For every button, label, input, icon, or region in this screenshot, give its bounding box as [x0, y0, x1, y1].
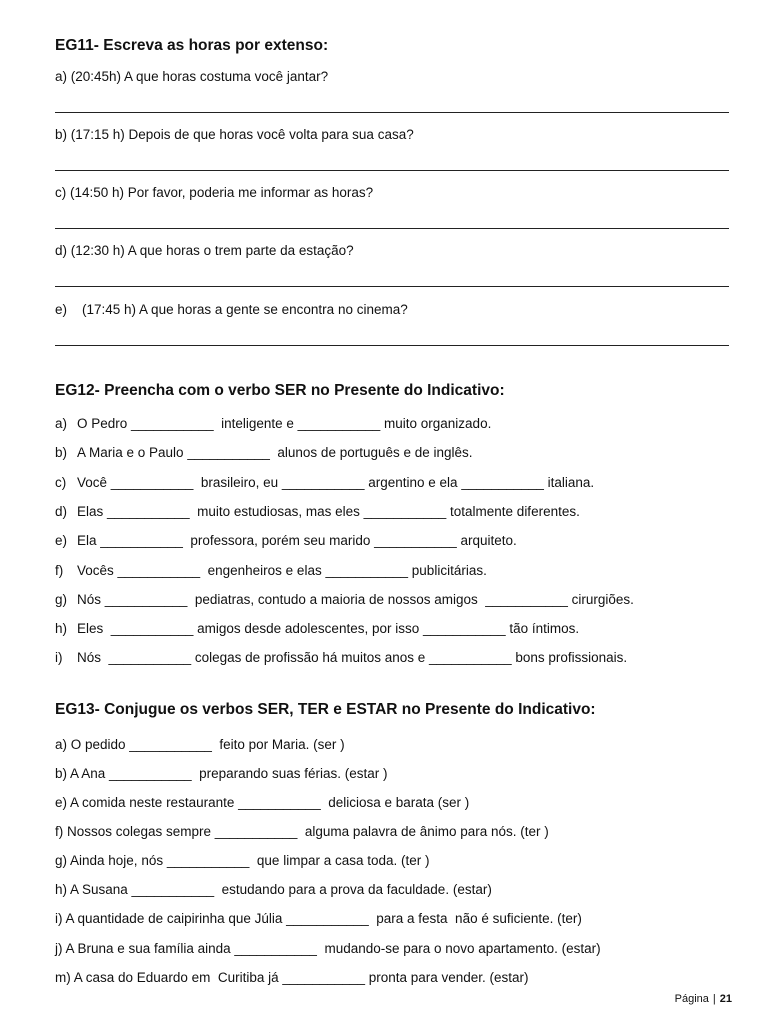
eg12-item-h	[55, 621, 579, 636]
item-text: Vocês ___________ engenheiros e elas ___________ publicitárias.	[77, 563, 487, 578]
eg12-item-e	[55, 533, 517, 548]
item-text: Ela ___________ professora, porém seu marido ___________ arquiteto.	[77, 533, 517, 548]
eg11-question-e: e) (17:45 h) A que horas a gente se encontra no cinema?	[55, 302, 408, 317]
eg13-item-h: h) A Susana ___________ estudando para a prova da faculdade. (estar)	[55, 882, 492, 897]
eg13-item-a: a) O pedido ___________ feito por Maria. (ser )	[55, 737, 345, 752]
item-text: A Maria e o Paulo ___________ alunos de português e de inglês.	[77, 445, 473, 460]
eg13-item-b: b) A Ana ___________ preparando suas férias. (estar )	[55, 766, 388, 781]
eg12-item-i	[55, 650, 627, 665]
item-text: Nós ___________ colegas de profissão há muitos anos e ___________ bons profissionais.	[77, 650, 628, 665]
eg12-heading: EG12- Preencha com o verbo SER no Presente do Indicativo:	[55, 382, 505, 399]
eg13-item-j: j) A Bruna e sua família ainda ___________ mudando-se para o novo apartamento. (estar)	[55, 941, 601, 956]
eg12-item-f	[55, 563, 487, 578]
item-text: Nós ___________ pediatras, contudo a maioria de nossos amigos ___________ cirurgiões.	[77, 592, 634, 607]
item-text: O Pedro ___________ inteligente e ___________ muito organizado.	[77, 416, 492, 431]
eg11-answer-line-d[interactable]	[55, 286, 729, 287]
eg11-question-c: c) (14:50 h) Por favor, poderia me informar as horas?	[55, 185, 374, 200]
item-text: Eles ___________ amigos desde adolescentes, por isso ___________ tão íntimos.	[77, 621, 580, 636]
eg11-question-a: a) (20:45h) A que horas costuma você jantar?	[55, 69, 329, 84]
item-marker: f)	[55, 563, 64, 578]
page-label: Página	[674, 993, 709, 1005]
eg12-item-g	[55, 592, 634, 607]
item-marker: c)	[55, 475, 67, 490]
eg12-item-c	[55, 475, 594, 490]
item-marker: a)	[55, 416, 68, 431]
item-text: Elas ___________ muito estudiosas, mas eles ___________ totalmente diferentes.	[77, 504, 580, 519]
page-footer	[675, 993, 732, 1005]
eg13-item-i: i) A quantidade de caipirinha que Júlia ___________ para a festa não é suficiente. (ter)	[55, 911, 582, 926]
eg13-item-f: f) Nossos colegas sempre ___________ alguma palavra de ânimo para nós. (ter )	[55, 824, 549, 839]
eg11-answer-line-c[interactable]	[55, 228, 729, 229]
eg11-question-b: b) (17:15 h) Depois de que horas você volta para sua casa?	[55, 127, 414, 142]
eg12-item-b	[55, 445, 473, 460]
item-marker: i)	[55, 650, 63, 665]
eg11-question-d: d) (12:30 h) A que horas o trem parte da estação?	[55, 243, 354, 258]
item-marker: d)	[55, 504, 68, 519]
eg11-answer-line-a[interactable]	[55, 112, 729, 113]
item-marker: g)	[55, 592, 68, 607]
eg12-item-d	[55, 504, 580, 519]
eg12-item-a	[55, 416, 491, 431]
item-text: Você ___________ brasileiro, eu ___________ argentino e ela ___________ italiana.	[77, 475, 595, 490]
item-marker: b)	[55, 445, 68, 460]
eg11-answer-line-e[interactable]	[55, 345, 729, 346]
item-marker: h)	[55, 621, 68, 636]
eg13-item-e: e) A comida neste restaurante ___________ deliciosa e barata (ser )	[55, 795, 470, 810]
page-number: 21	[719, 993, 732, 1005]
item-marker: e)	[55, 533, 68, 548]
eg11-heading: EG11- Escreva as horas por extenso:	[55, 37, 329, 54]
eg11-answer-line-b[interactable]	[55, 170, 729, 171]
footer-separator: |	[712, 993, 716, 1005]
eg13-heading: EG13- Conjugue os verbos SER, TER e ESTAR no Presente do Indicativo:	[55, 701, 596, 718]
eg13-item-g: g) Ainda hoje, nós ___________ que limpar a casa toda. (ter )	[55, 853, 430, 868]
eg13-item-m: m) A casa do Eduardo em Curitiba já ___________ pronta para vender. (estar)	[55, 970, 529, 985]
